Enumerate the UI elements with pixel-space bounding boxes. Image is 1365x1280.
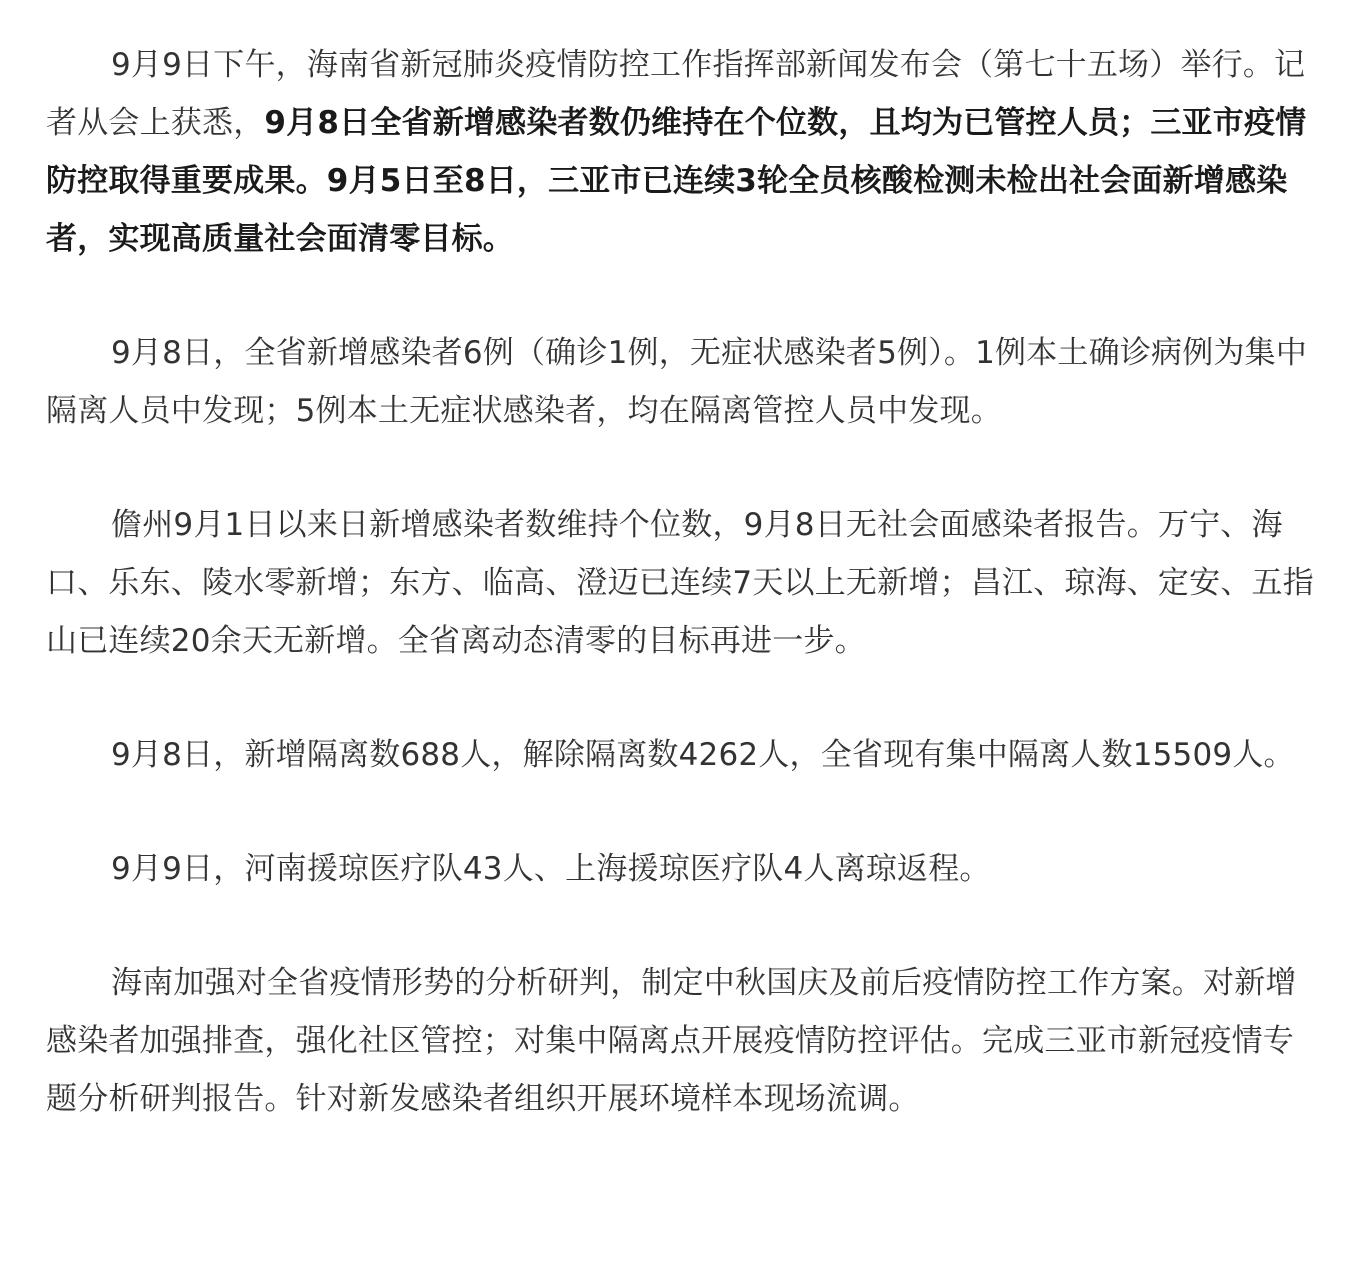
paragraph-medical-teams: 9月9日，河南援琼医疗队43人、上海援琼医疗队4人离琼返程。 <box>111 851 991 887</box>
paragraph-press-conference <box>46 36 1314 268</box>
article-body <box>46 36 1314 1128</box>
paragraph-isolation-numbers: 9月8日，新增隔离数688人，解除隔离数4262人，全省现有集中隔离人数15509人。 <box>111 737 1295 773</box>
paragraph-bold-highlight: 9月8日全省新增感染者数仍维持在个位数，且均为已管控人员；三亚市疫情防控取得重要成果。9月5日至8日，三亚市已连续3轮全员核酸检测未检出社会面新增感染者，实现高质量社会面清零目标。 <box>46 105 1307 257</box>
paragraph-new-infections: 9月8日，全省新增感染者6例（确诊1例，无症状感染者5例）。1例本土确诊病例为集中隔离人员中发现；5例本土无症状感染者，均在隔离管控人员中发现。 <box>46 335 1308 429</box>
paragraph-city-status: 儋州9月1日以来日新增感染者数维持个位数，9月8日无社会面感染者报告。万宁、海口、乐东、陵水零新增；东方、临高、澄迈已连续7天以上无新增；昌江、琼海、定安、五指山已连续20余天无新增。全省离动态清零的目标再进一步。 <box>46 507 1314 659</box>
paragraph-lead-text: 9月9日下午，海南省新冠肺炎疫情防控工作指挥部新闻发布会（第七十五场）举行。记者从会上获悉， <box>46 47 1306 141</box>
paragraph-prevention-measures: 海南加强对全省疫情形势的分析研判，制定中秋国庆及前后疫情防控工作方案。对新增感染者加强排查，强化社区管控；对集中隔离点开展疫情防控评估。完成三亚市新冠疫情专题分析研判报告。针对新发感染者组织开展环境样本现场流调。 <box>46 965 1297 1117</box>
